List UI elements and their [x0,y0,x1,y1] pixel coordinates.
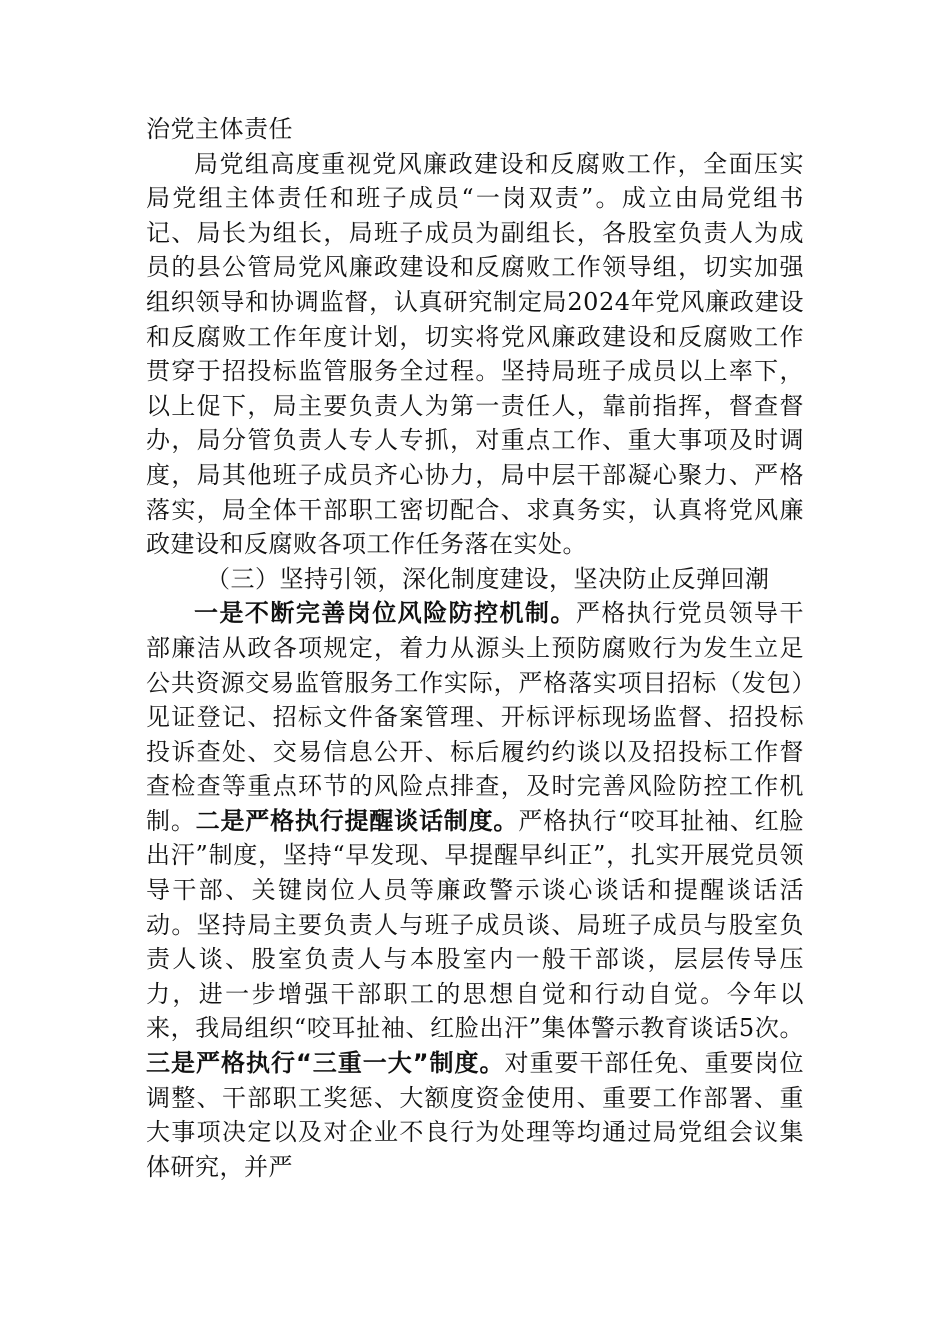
paragraph-system-building [146,596,804,1184]
lead-fragment: 治党主体责任 [146,115,293,143]
document-page [146,112,804,1184]
paragraph-responsibility: 局党组高度重视党风廉政建设和反腐败工作，全面压实局党组主体责任和班子成员“一岗双责”。成立由局党组书记、局长为组长，局班子成员为副组长，各股室负责人为成员的县公管局党风廉政建设和反腐败工作领导组，切实加强组织领导和协调监督，认真研究制定局2024年党风廉政建设和反腐败工作年度计划，切实将党风廉政建设和反腐败工作贯穿于招投标监管服务全过程。坚持局班子成员以上率下，以上促下，局主要负责人为第一责任人，靠前指挥，督查督办，局分管负责人专人专抓，对重点工作、重大事项及时调度，局其他班子成员齐心协力，局中层干部凝心聚力、严格落实，局全体干部职工密切配合、求真务实，认真将党风廉政建设和反腐败各项工作任务落在实处。 [146,149,804,559]
point-2-body: 严格执行“咬耳扯袖、红脸出汗”制度，坚持“早发现、早提醒早纠正”，扎实开展党员领导干部、关键岗位人员等廉政警示谈心谈话和提醒谈话活动。坚持局主要负责人与班子成员谈、局班子成员与股室负责人谈、股室负责人与本股室内一般干部谈，层层传导压力，进一步增强干部职工的思想自觉和行动自觉。今年以来，我局组织“咬耳扯袖、红脸出汗”集体警示教育谈话5次。 [146,806,804,1043]
point-3-title: 三是严格执行“三重一大”制度。 [146,1049,505,1078]
point-1-title: 一是不断完善岗位风险防控机制。 [194,599,576,628]
point-2-title: 二是严格执行提醒谈话制度。 [195,806,519,835]
point-3-body: 对重要干部任免、重要岗位调整、干部职工奖惩、大额度资金使用、重要工作部署、重大事项决定以及对企业不良行为处理等均通过局党组会议集体研究，并严 [146,1049,805,1181]
section-heading: （三）坚持引领，深化制度建设，坚决防止反弹回潮 [206,564,770,593]
point-1-body: 严格执行党员领导干部廉洁从政各项规定，着力从源头上预防腐败行为发生立足公共资源交易监管服务工作实际，严格落实项目招标（发包）见证登记、招标文件备案管理、开标评标现场监督、招投标投诉查处、交易信息公开、标后履约约谈以及招投标工作督查检查等重点环节的风险点排查，及时完善风险防控工作机制。 [146,599,805,835]
